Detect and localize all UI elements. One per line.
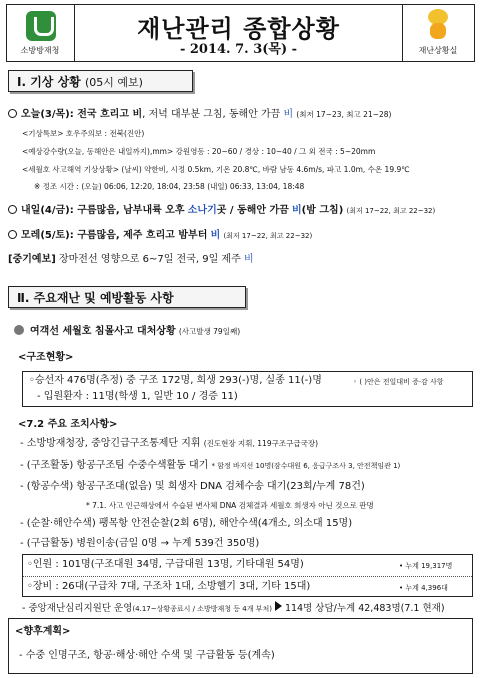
section-weather-title: Ⅰ. 기상 상황 [17, 75, 81, 89]
rescue-status-box [22, 371, 473, 407]
psych-support-period: (4.17~상황종료시 / 소방방재청 등 4개 부처) [132, 605, 272, 613]
equipment-line: ◦장비 : 26대(구급차 7대, 구조차 1대, 소방헬기 3대, 기타 15대) [27, 581, 311, 592]
shield-icon [26, 11, 56, 41]
equipment-total: • 누계 4,396대 [399, 584, 448, 592]
today-label: 오늘(3/목) [21, 109, 70, 120]
page-title: 재난관리 종합상황 [137, 15, 340, 43]
tomorrow-mid: 곳 / 동해안 가끔 [216, 205, 289, 216]
dot-bullet-icon [14, 325, 24, 335]
action-rescue-text: - (구조활동) 항공구조팀 수중수색활동 대기 [20, 460, 209, 471]
dayafter-temp: (최저 17~22, 최고 22~32) [223, 232, 313, 240]
report-date: - 2014. 7. 3(목) - [179, 42, 298, 57]
section-disaster-header [8, 286, 246, 308]
circle-bullet-icon [8, 109, 17, 118]
arrow-right-icon [275, 601, 282, 611]
action-command [20, 437, 318, 451]
incident-title-line [14, 325, 240, 339]
section-weather-subtitle: (05시 예보) [84, 76, 143, 89]
rescue-header: <구조현황> [18, 352, 74, 363]
tomorrow-end: (밤 그침) [301, 205, 344, 216]
rescue-line1: ◦승선자 476명(추정) 중 구조 172명, 희생 293(-)명, 실종 11(-)명 [29, 375, 322, 386]
today-rain: 비 [283, 109, 294, 120]
action-aerial: - (항공수색) 항공구조대(없음) 및 희생자 DNA 검체수송 대기(23회/누계 78건) [20, 481, 365, 492]
rescue-note: ◦ ( )안은 전일대비 증·감 사항 [353, 378, 444, 386]
section-weather-header [8, 70, 193, 92]
tide-times: ※ 정조 시간 : (오늘) 06:06, 12:20, 18:04, 23:58 (내일) 06:33, 13:04, 18:48 [34, 182, 305, 191]
action-rescue-detail: * 함정 바지선 10명(잠수대원 6, 응급구조사 3, 안전책임관 1) [211, 462, 401, 470]
incident-days: (사고발생 79일째) [178, 327, 241, 336]
rainfall-forecast: <예상강수량(오늘, 동해안은 내일까지),mm> 강원영동 : 20~60 / 경상 : 10~40 / 그 외 전국 : 5~20mm [22, 147, 376, 156]
weather-advisory: <기상특보> 호우주의보 : 전북(진안) [22, 129, 145, 138]
midterm-text: 장마전선 영향으로 6~7일 전국, 9일 제주 [58, 254, 241, 265]
incident-title: 여객선 세월호 침몰사고 대처상황 [30, 326, 176, 337]
today-temp: (최저 17~23, 최고 21~28) [296, 110, 392, 119]
circle-bullet-icon [8, 205, 17, 214]
action-ambulance: - (구급활동) 병원이송(금일 0명 → 누계 539건 350명) [20, 538, 260, 549]
situation-room-text: 재난상황실 [418, 46, 458, 55]
dayafter-rain: 비 [210, 230, 221, 241]
dayafter-label: 모레(5/토) [21, 230, 70, 241]
psych-support [22, 601, 445, 616]
mascot-icon [425, 9, 451, 39]
action-command-text: - 소방방재청장, 중앙긴급구조통제단 지휘 [20, 438, 201, 449]
midterm-forecast [8, 253, 254, 267]
today-main: : 전국 흐리고 비 [69, 109, 143, 120]
rescue-line2: - 입원환자 : 11명(학생 1, 일반 10 / 경증 11) [37, 391, 238, 402]
future-line: - 수중 인명구조, 항공·해상·해안 수색 및 구급활동 등(계속) [19, 650, 275, 661]
action-aerial-note: * 7.1. 사고 인근해상에서 수습된 변사체 DNA 검체결과 세월호 희생자 아닌 것으로 판명 [86, 501, 374, 510]
action-command-detail: (진도현장 지휘, 119구조구급국장) [203, 439, 318, 448]
tomorrow-shower: 소나기 [187, 205, 217, 216]
action-patrol: - (순찰·해안수색) 팽목항 안전순찰(2회 6명), 해안수색(4개소, 의소대 15명) [20, 518, 353, 529]
tomorrow-rain: 비 [292, 205, 302, 216]
resources-box [22, 554, 473, 597]
future-header: <향후계획> [15, 626, 71, 637]
actions-header: <7.2 주요 조치사항> [18, 419, 118, 430]
title-area [75, 5, 402, 61]
dayafter-main: : 구름많음, 제주 흐리고 밤부터 [69, 230, 208, 241]
personnel-line: ◦인원 : 101명(구조대원 34명, 구급대원 13명, 기타대원 54명) [27, 559, 304, 570]
personnel-total: • 누계 19,317명 [399, 562, 453, 570]
future-plan-box [8, 618, 473, 674]
agency-logo [7, 5, 75, 61]
situation-room-logo [402, 5, 474, 61]
report-header [6, 4, 475, 62]
today-forecast [8, 108, 391, 122]
midterm-rain: 비 [243, 254, 254, 265]
sea-conditions: <세월호 사고해역 기상상황> (날씨) 약한비, 시정 0.5km, 기온 20.8℃, 바람 남동 4.6m/s, 파고 1.0m, 수온 19.9℃ [22, 165, 410, 174]
section-disaster-title: Ⅱ. 주요재난 및 예방활동 사항 [17, 291, 174, 305]
tomorrow-forecast [8, 204, 435, 218]
dayafter-forecast [8, 229, 312, 243]
action-rescue [20, 459, 400, 473]
resources-divider [23, 576, 472, 577]
psych-support-result: 114명 상담/누계 42,483명(7.1 현재) [284, 603, 445, 614]
midterm-label: [중기예보] [8, 254, 56, 265]
today-rest: , 저녁 대부분 그침, 동해안 가끔 [142, 109, 281, 120]
agency-logo-text: 소방방재청 [20, 46, 60, 55]
psych-support-text: - 중앙재난심리지원단 운영 [22, 603, 133, 614]
tomorrow-temp: (최저 17~22, 최고 22~32) [346, 207, 436, 215]
tomorrow-label: 내일(4/금) [21, 205, 70, 216]
tomorrow-main: : 구름많음, 남부내륙 오후 [69, 205, 185, 216]
circle-bullet-icon [8, 230, 17, 239]
